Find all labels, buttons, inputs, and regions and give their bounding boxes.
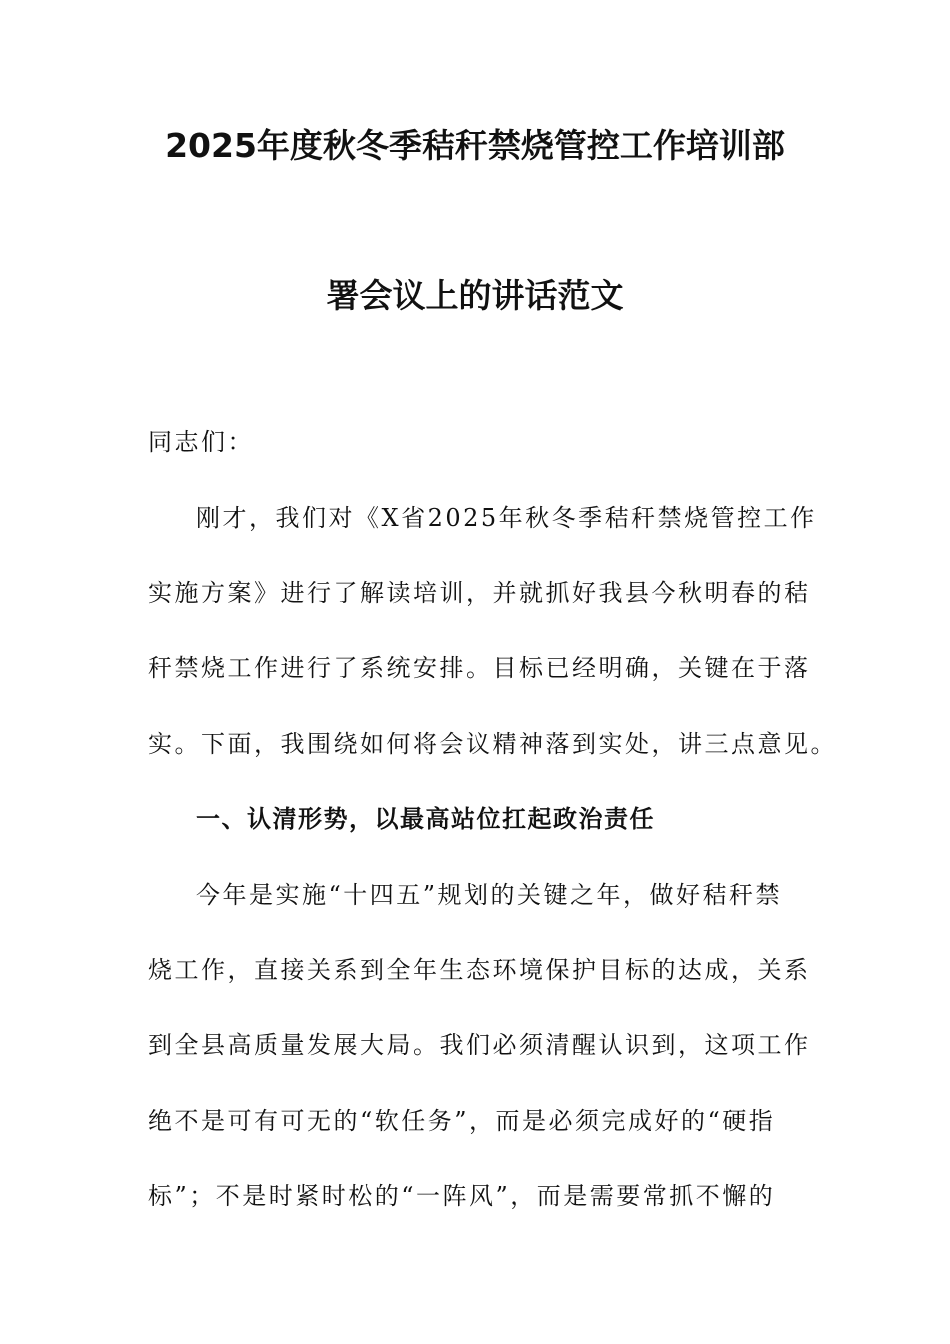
- paragraph-line: 今年是实施“十四五”规划的关键之年，做好秸秆禁: [196, 881, 783, 909]
- document-title-line-2: 署会议上的讲话范文: [326, 276, 624, 315]
- paragraph-line: 秆禁烧工作进行了系统安排。目标已经明确，关键在于落: [148, 654, 811, 682]
- paragraph-line: 绝不是可有可无的“软任务”，而是必须完成好的“硬指: [148, 1107, 776, 1135]
- paragraph-line: 实。下面，我围绕如何将会议精神落到实处，讲三点意见。: [148, 730, 837, 758]
- section-heading: 一、认清形势，以最高站位扛起政治责任: [196, 804, 655, 833]
- paragraph-line: 实施方案》进行了解读培训，并就抓好我县今秋明春的秸: [148, 579, 811, 607]
- paragraph-line: 烧工作，直接关系到全年生态环境保护目标的达成，关系: [148, 956, 811, 984]
- salutation: 同志们：: [148, 428, 254, 456]
- document-title-line-1: 2025年度秋冬季秸秆禁烧管控工作培训部: [165, 126, 785, 165]
- paragraph-line: 刚才，我们对《X省2025年秋冬季秸秆禁烧管控工作: [196, 504, 817, 532]
- paragraph-line: 到全县高质量发展大局。我们必须清醒认识到，这项工作: [148, 1031, 811, 1059]
- paragraph-line: 标”；不是时紧时松的“一阵风”，而是需要常抓不懈的: [148, 1182, 776, 1210]
